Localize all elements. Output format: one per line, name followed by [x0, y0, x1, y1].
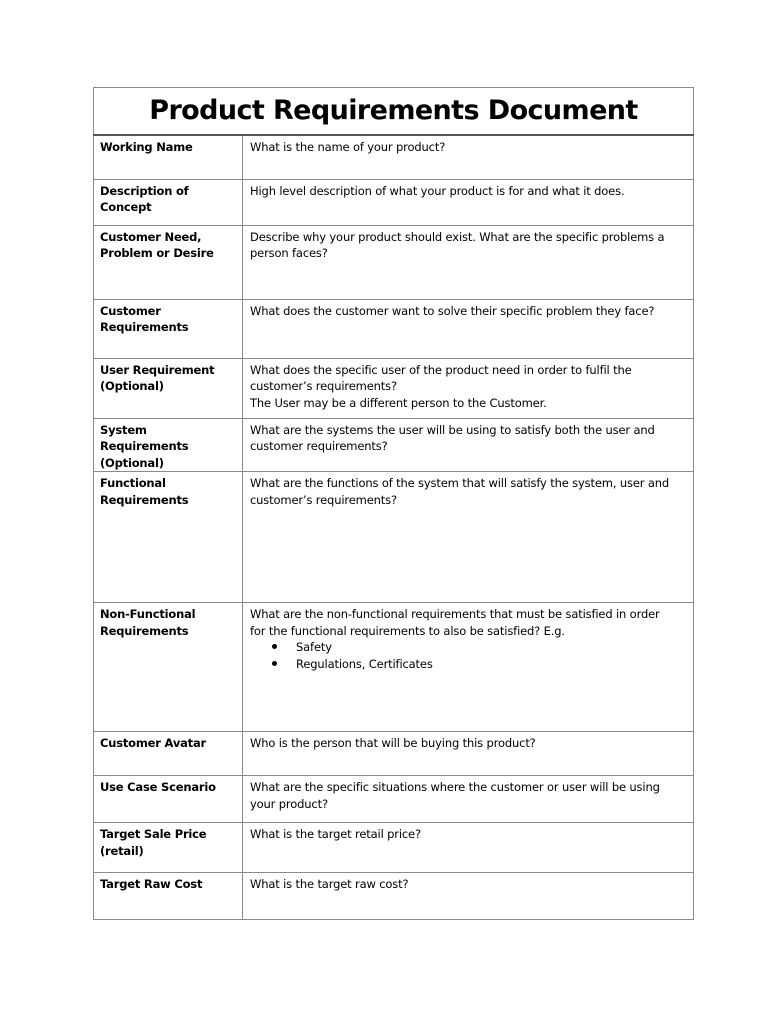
row-value: person faces?: [250, 246, 328, 260]
row-value: Who is the person that will be buying this product?: [250, 736, 536, 750]
label-cell: [94, 135, 243, 179]
label-cell: [94, 418, 243, 472]
row-label: Non-Functional: [100, 607, 196, 621]
requirements-table: [93, 87, 694, 920]
title-row: [94, 88, 694, 136]
label-cell: [94, 299, 243, 358]
row-value: What is the target retail price?: [250, 827, 421, 841]
row-label: Customer Need,: [100, 229, 202, 244]
value-cell: [243, 418, 694, 472]
row-value: What are the specific situations where the customer or user will be using: [250, 780, 660, 794]
row-label: Customer Avatar: [100, 736, 207, 750]
row-label: Functional: [100, 476, 166, 490]
label-cell: [94, 823, 243, 873]
value-cell: [243, 358, 694, 418]
bullet-icon: [272, 644, 277, 649]
row-label: Requirements: [100, 623, 189, 638]
label-cell: [94, 472, 243, 603]
bullet-text: Safety: [296, 640, 332, 654]
row-label: (Optional): [100, 455, 164, 470]
row-label: Description of Concept: [100, 183, 189, 214]
row-value: What is the name of your product?: [250, 140, 446, 154]
value-cell: [243, 135, 694, 179]
row-value: What are the functions of the system that will satisfy the system, user and: [250, 476, 670, 490]
table-row-working-name: [94, 135, 694, 179]
table-row-target-raw-cost: [94, 873, 694, 920]
table-row-customer-requirements: [94, 299, 694, 358]
label-cell: [94, 873, 243, 920]
row-value: Describe why your product should exist. What are the specific problems a: [250, 229, 665, 244]
label-cell: [94, 358, 243, 418]
list-item: [272, 656, 687, 673]
row-value: The User may be a different person to the Customer.: [250, 395, 547, 410]
value-cell: [243, 472, 694, 603]
row-value: for the functional requirements to also be satisfied? E.g.: [250, 623, 565, 638]
row-label: Use Case Scenario: [100, 780, 216, 794]
row-label: Target Sale Price: [100, 827, 207, 841]
row-label: Requirements: [100, 492, 189, 507]
label-cell: [94, 732, 243, 776]
label-cell: [94, 179, 243, 225]
table-row-customer-avatar: [94, 732, 694, 776]
document-title: Product Requirements Document: [149, 95, 638, 126]
value-cell: [243, 225, 694, 299]
value-cell: [243, 179, 694, 225]
table-row-system-requirements: [94, 418, 694, 472]
row-value: High level description of what your product is for and what it does.: [250, 183, 625, 198]
table-row-target-sale-price: [94, 823, 694, 873]
row-label: Customer: [100, 303, 161, 318]
row-label: System Requirements: [100, 422, 189, 453]
table-row-functional-requirements: [94, 472, 694, 603]
row-value: customer’s requirements?: [250, 379, 397, 393]
row-label: User Requirement: [100, 362, 215, 377]
bullet-list: [250, 639, 687, 672]
row-value: What does the specific user of the product need in order to fulfil the: [250, 362, 632, 377]
row-label: (Optional): [100, 379, 164, 393]
value-cell: [243, 776, 694, 823]
title-cell: [94, 88, 694, 136]
row-value: your product?: [250, 796, 328, 811]
row-value: customer’s requirements?: [250, 492, 397, 507]
row-label: Target Raw Cost: [100, 877, 203, 891]
row-value: What does the customer want to solve their specific problem they face?: [250, 303, 655, 318]
bullet-text: Regulations, Certificates: [296, 656, 433, 671]
label-cell: [94, 776, 243, 823]
table-row-customer-need: [94, 225, 694, 299]
value-cell: [243, 603, 694, 732]
row-value: customer requirements?: [250, 439, 388, 453]
row-value: What are the non-functional requirements that must be satisfied in order: [250, 607, 660, 621]
table-row-non-functional-requirements: [94, 603, 694, 732]
row-label: Working Name: [100, 140, 193, 154]
value-cell: [243, 873, 694, 920]
list-item: [272, 639, 687, 656]
row-label: Requirements: [100, 320, 189, 334]
row-value: What are the systems the user will be using to satisfy both the user and: [250, 422, 655, 437]
bullet-icon: [272, 661, 277, 666]
row-label: Problem or Desire: [100, 246, 214, 260]
value-cell: [243, 732, 694, 776]
row-label: (retail): [100, 843, 144, 858]
table-row-use-case-scenario: [94, 776, 694, 823]
table-row-description-of-concept: [94, 179, 694, 225]
value-cell: [243, 299, 694, 358]
label-cell: [94, 225, 243, 299]
table-row-user-requirement: [94, 358, 694, 418]
row-value: What is the target raw cost?: [250, 877, 409, 891]
label-cell: [94, 603, 243, 732]
value-cell: [243, 823, 694, 873]
